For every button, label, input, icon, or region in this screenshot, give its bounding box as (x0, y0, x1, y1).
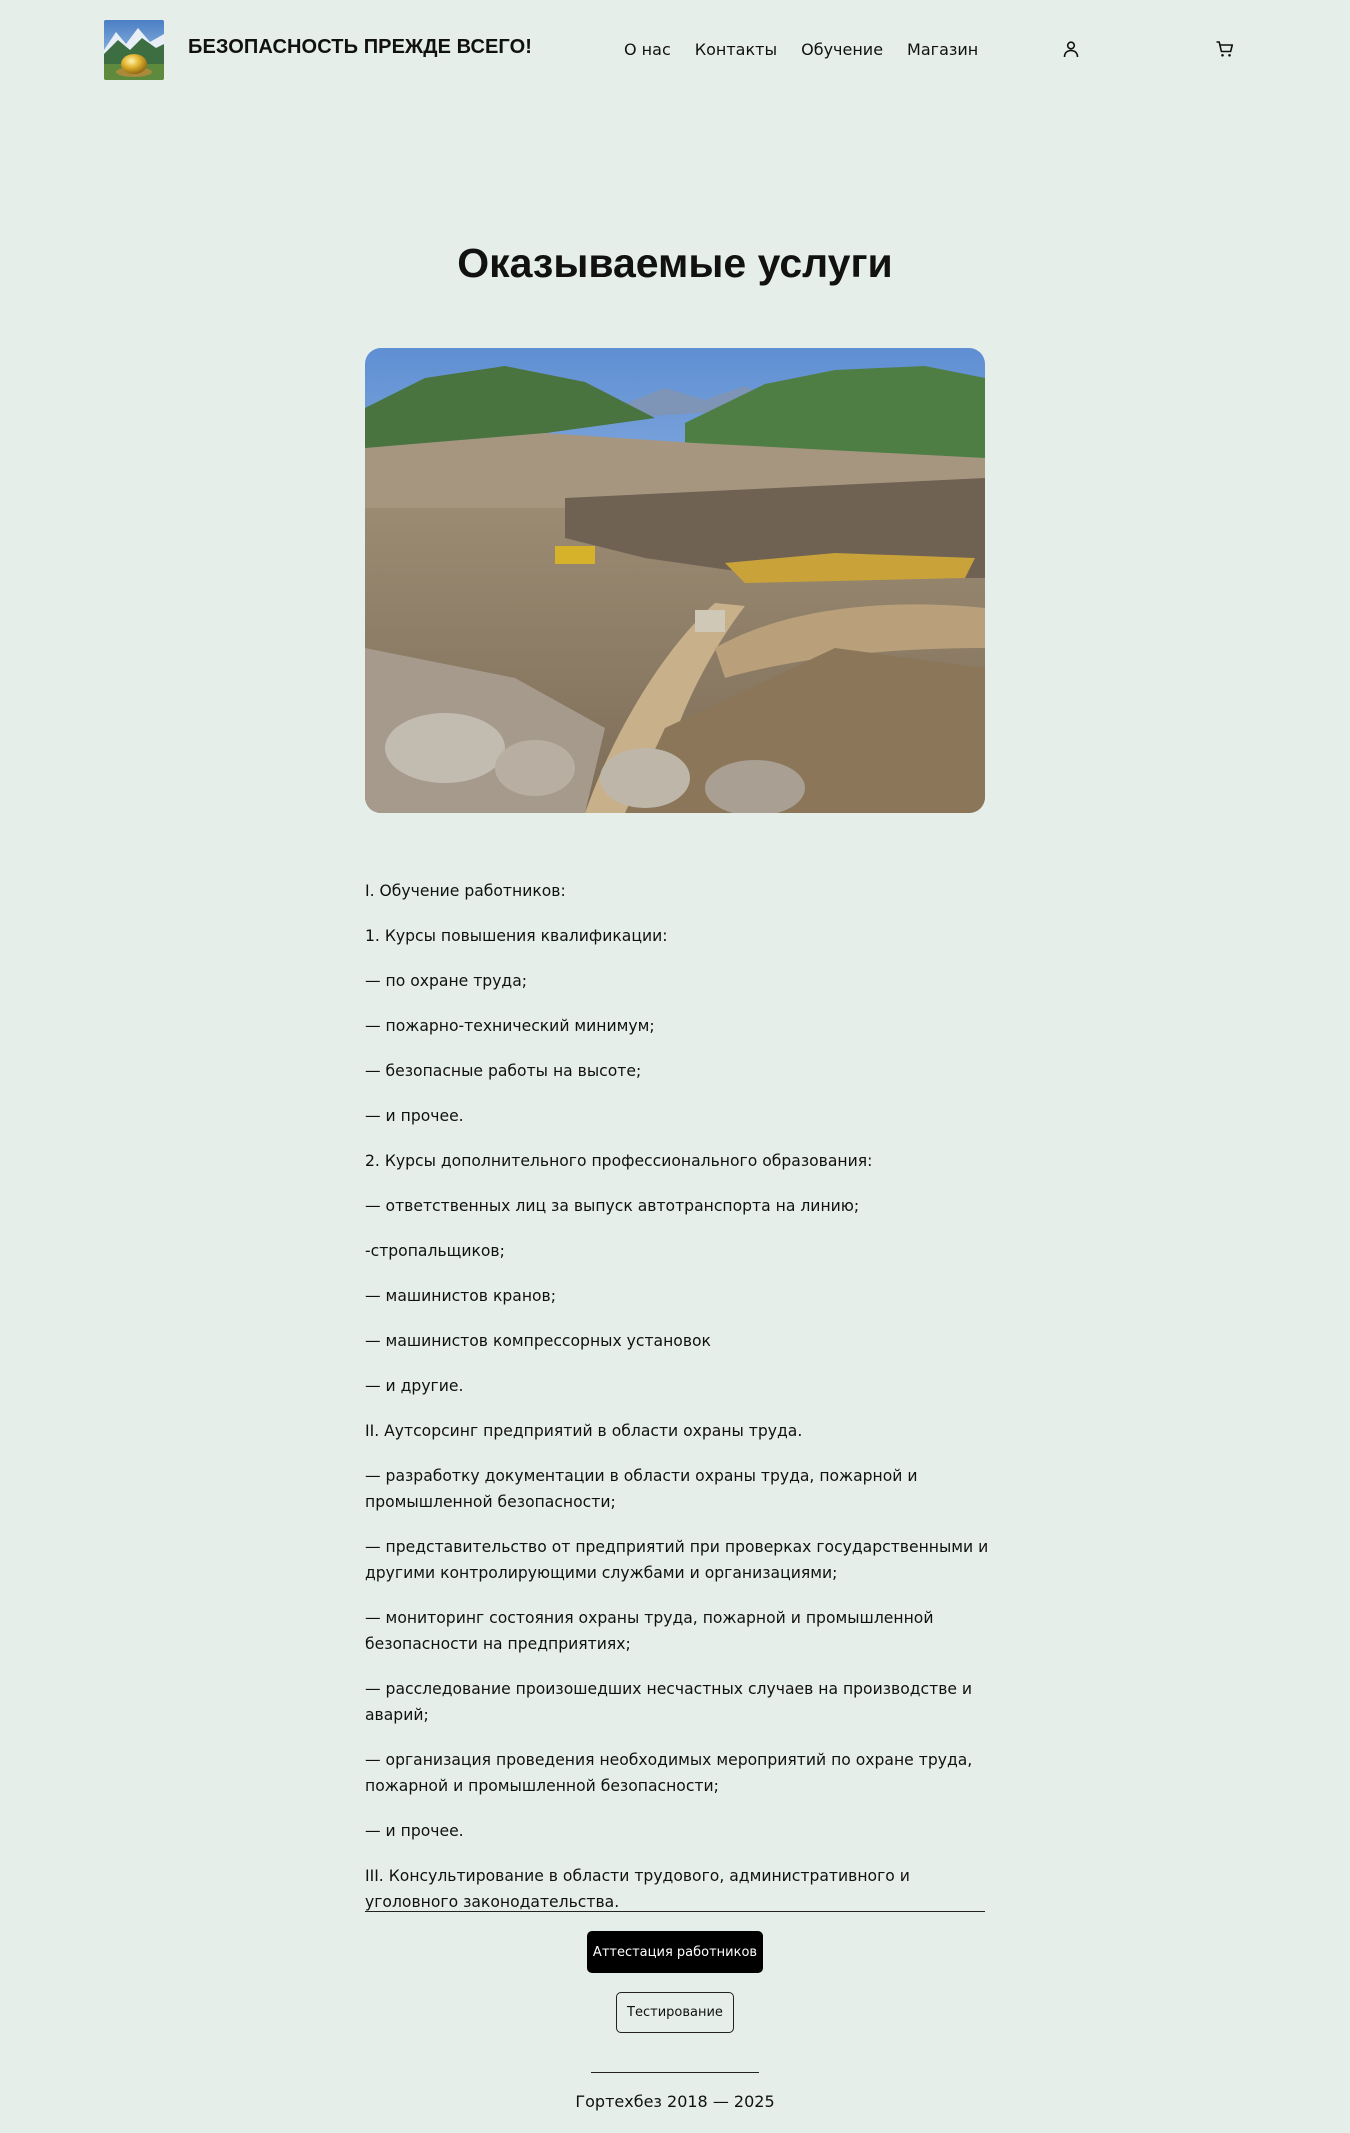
nav-item-contacts[interactable]: Контакты (694, 40, 778, 59)
service-paragraph: — представительство от предприятий при проверках государственными и другими контролирующими службами и организациями; (365, 1538, 989, 1582)
service-paragraph: II. Аутсорсинг предприятий в области охраны труда. (365, 1422, 803, 1440)
attestation-button[interactable]: Аттестация работников (587, 1931, 763, 1973)
footer-divider (591, 2072, 759, 2073)
site-logo[interactable] (104, 20, 164, 80)
service-paragraph: — безопасные работы на высоте; (365, 1062, 642, 1080)
service-paragraph: — расследование произошедших несчастных случаев на производстве и аварий; (365, 1680, 973, 1724)
service-paragraph: III. Консультирование в области трудового, административного и уголовного законодательства. (365, 1867, 910, 1911)
service-paragraph: — и другие. (365, 1377, 464, 1395)
site-header (0, 0, 1350, 100)
main-nav (624, 40, 978, 59)
nav-item-training[interactable]: Обучение (801, 40, 884, 59)
service-paragraph: 2. Курсы дополнительного профессионального образования: (365, 1152, 873, 1170)
service-paragraph: — машинистов кранов; (365, 1287, 557, 1305)
service-paragraph: — машинистов компрессорных установок (365, 1332, 711, 1350)
services-text (365, 878, 990, 1934)
service-paragraph: I. Обучение работников: (365, 882, 566, 900)
nav-item-shop[interactable]: Магазин (907, 40, 979, 59)
service-paragraph: 1. Курсы повышения квалификации: (365, 927, 668, 945)
service-paragraph: — ответственных лиц за выпуск автотранспорта на линию; (365, 1197, 860, 1215)
service-paragraph: — разработку документации в области охраны труда, пожарной и промышленной безопасности; (365, 1467, 918, 1511)
service-paragraph: — по охране труда; (365, 972, 528, 990)
service-paragraph: — пожарно-технический минимум; (365, 1017, 655, 1035)
content-divider (365, 1911, 985, 1912)
testing-button[interactable]: Тестирование (616, 1992, 734, 2033)
nav-item-about[interactable]: О нас (624, 40, 671, 59)
hero-image-quarry (365, 348, 985, 813)
service-paragraph: — и прочее. (365, 1822, 464, 1840)
footer-copyright: Гортехбез 2018 — 2025 (575, 2092, 775, 2111)
service-paragraph: — и прочее. (365, 1107, 464, 1125)
cart-icon[interactable] (1214, 38, 1236, 60)
account-icon[interactable] (1060, 38, 1082, 60)
service-paragraph: — организация проведения необходимых мероприятий по охране труда, пожарной и промышленной безопасности; (365, 1751, 973, 1795)
site-title[interactable]: БЕЗОПАСНОСТЬ ПРЕЖДЕ ВСЕГО! (188, 36, 533, 58)
page-title: Оказываемые услуги (457, 240, 893, 286)
service-paragraph: -стропальщиков; (365, 1242, 505, 1260)
service-paragraph: — мониторинг состояния охраны труда, пожарной и промышленной безопасности на предприятиях; (365, 1609, 934, 1653)
